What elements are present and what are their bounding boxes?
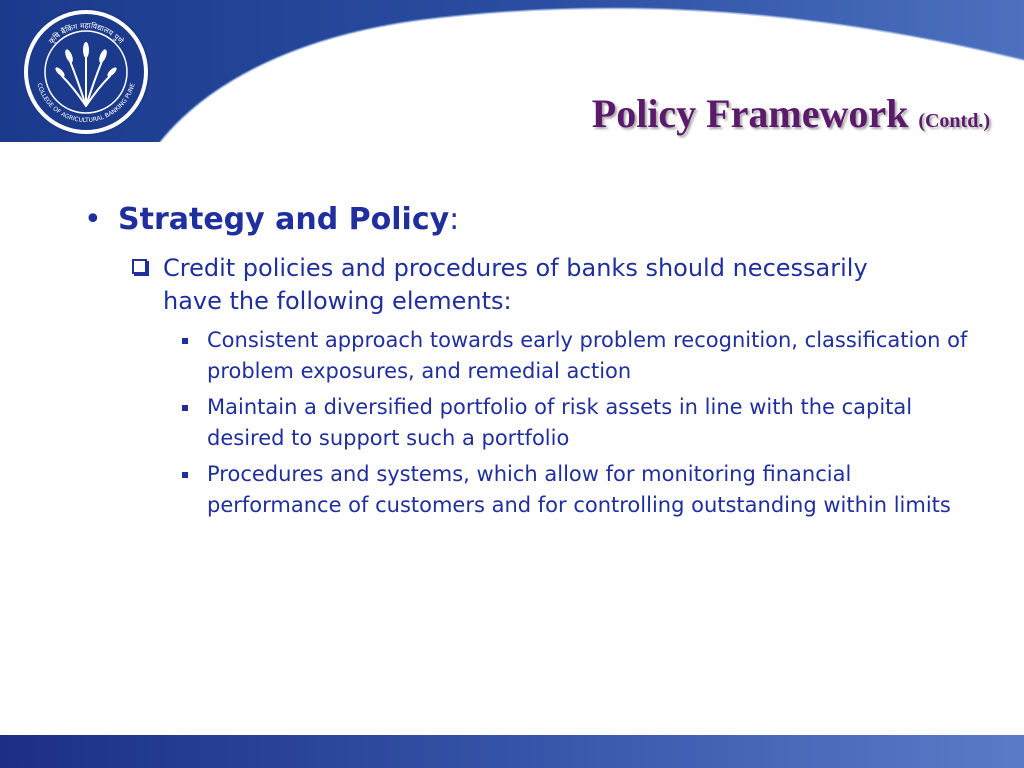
heading-text: Strategy and Policy bbox=[118, 202, 450, 237]
title-text: Policy Framework bbox=[591, 91, 909, 136]
footer-bar bbox=[0, 735, 1024, 768]
square-bullet-icon bbox=[182, 472, 188, 478]
point-item bbox=[182, 459, 982, 521]
point-item bbox=[182, 392, 982, 454]
square-bullet-icon bbox=[182, 338, 188, 344]
title-suffix: (Contd.) bbox=[918, 110, 990, 132]
point-item bbox=[182, 325, 982, 387]
sub-bullet bbox=[132, 252, 872, 318]
point-text: Consistent approach towards early problem recognition, classification of problem exposures, and remedial action bbox=[207, 328, 968, 383]
logo-top-text: कृषि बैंकिंग महाविद्यालय पुणे bbox=[46, 20, 126, 46]
point-text: Maintain a diversified portfolio of risk assets in line with the capital desired to support such a portfolio bbox=[207, 395, 913, 450]
sub-bullet-text: Credit policies and procedures of banks should necessarily have the following elements: bbox=[163, 254, 868, 315]
heading-colon: : bbox=[449, 202, 460, 237]
point-text: Procedures and systems, which allow for monitoring financial performance of customers and for controlling outstanding within limits bbox=[207, 462, 951, 517]
logo-bottom-text: COLLEGE OF AGRICULTURAL BANKING PUNE bbox=[35, 82, 137, 125]
square-bullet-icon bbox=[182, 405, 188, 411]
checkbox-bullet-icon bbox=[132, 259, 147, 274]
college-logo bbox=[20, 6, 152, 138]
round-bullet-icon: • bbox=[84, 202, 102, 237]
slide-title bbox=[592, 90, 990, 137]
